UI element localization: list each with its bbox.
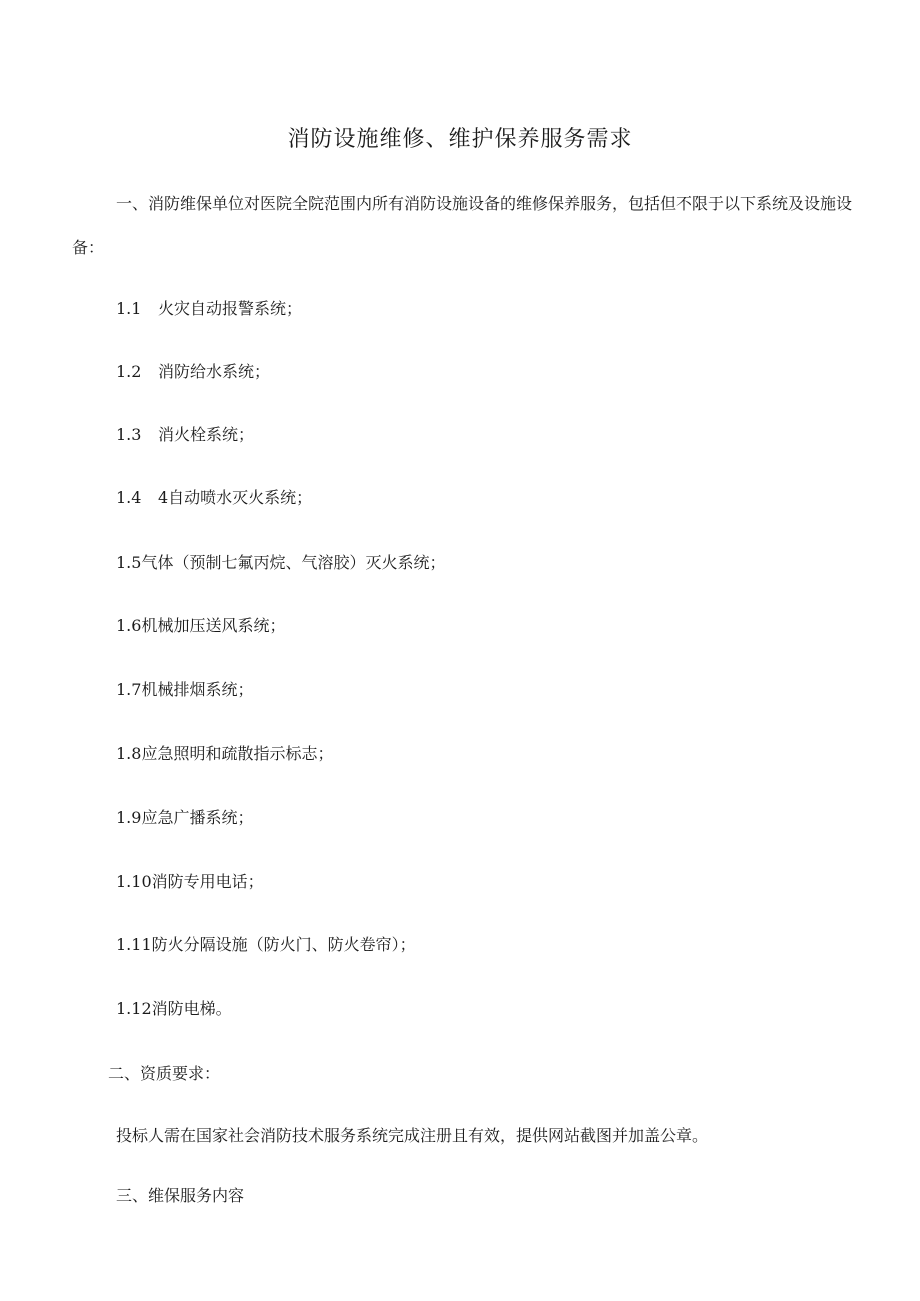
item-number: 1.4 — [116, 488, 142, 507]
section2-heading: 二、资质要求： — [108, 1064, 221, 1083]
list-item: 1.6机械加压送风系统； — [116, 616, 286, 635]
section3-heading: 三、维保服务内容 — [116, 1186, 245, 1205]
list-item — [116, 360, 270, 384]
list-item: 1.12消防电梯。 — [116, 999, 232, 1018]
list-item: 1.11防火分隔设施（防火门、防火卷帘）； — [116, 935, 416, 954]
list-item: 1.9应急广播系统； — [116, 808, 254, 827]
section1-intro: 一、消防维保单位对医院全院范围内所有消防设施设备的维修保养服务，包括但不限于以下系统及设施设备： — [72, 194, 853, 257]
item-number: 1.2 — [116, 362, 142, 381]
document-title: 消防设施维修、维护保养服务需求 — [287, 127, 633, 152]
item-number: 1.1 — [116, 299, 142, 318]
list-item — [116, 297, 302, 321]
list-item: 1.8应急照明和疏散指示标志； — [116, 744, 334, 763]
list-item: 1.10消防专用电话； — [116, 872, 264, 891]
item-text: 4自动喷水灭火系统； — [158, 488, 313, 507]
item-text: 消火栓系统； — [158, 425, 255, 444]
item-text: 火灾自动报警系统； — [158, 299, 303, 318]
item-number: 1.3 — [116, 425, 142, 444]
list-item: 1.7机械排烟系统； — [116, 680, 254, 699]
item-text: 消防给水系统； — [158, 362, 271, 381]
list-item — [116, 423, 254, 447]
list-item: 1.5气体（预制七氟丙烷、气溶胶）灭火系统； — [116, 553, 446, 572]
section2-text: 投标人需在国家社会消防技术服务系统完成注册且有效，提供网站截图并加盖公章。 — [116, 1126, 709, 1145]
list-item — [116, 486, 312, 510]
